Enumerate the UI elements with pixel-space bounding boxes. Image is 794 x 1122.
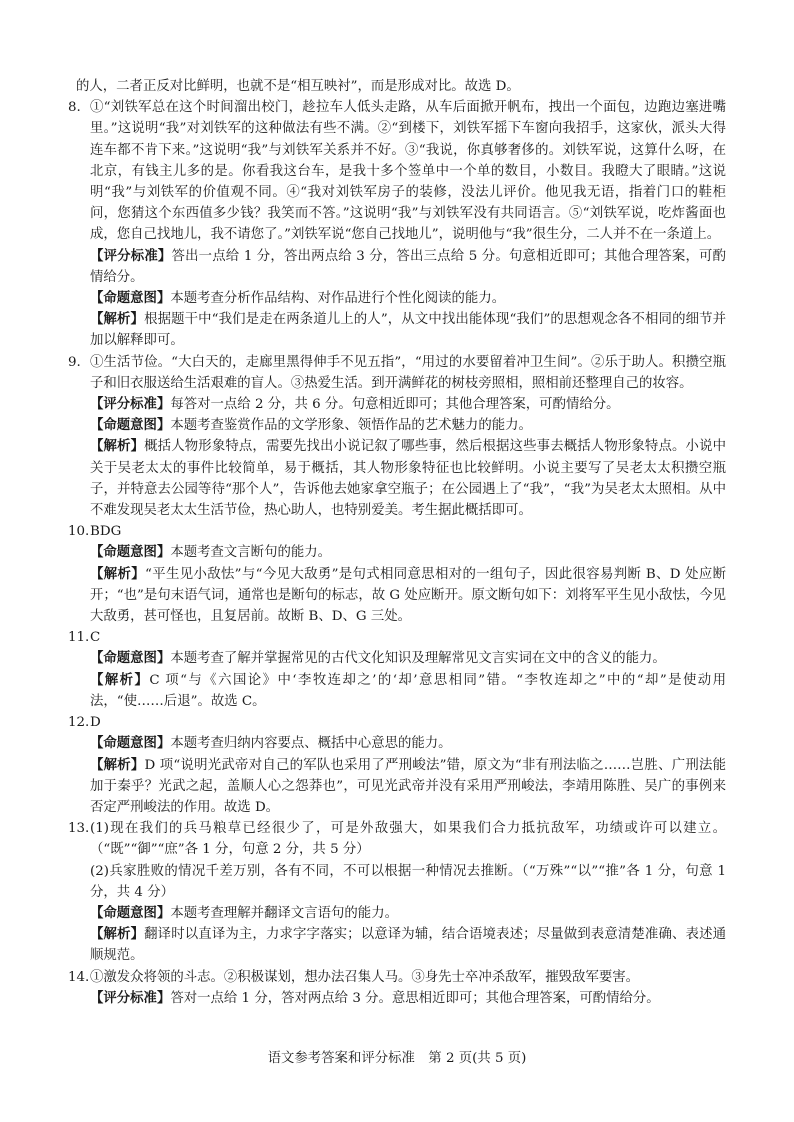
paragraph-text: 答对一点给 1 分，答对两点给 3 分。意思相近即可；其他合理答案，可酌情给分。 [170, 990, 660, 1006]
annotation-paragraph [90, 436, 726, 521]
question-number: 11. [68, 630, 90, 646]
paragraph-text: BDG [90, 524, 122, 540]
annotation-tag: 【解析】 [90, 438, 145, 455]
answer-item [68, 712, 726, 818]
answer-paragraph [90, 861, 726, 903]
annotation-tag: 【命题意图】 [90, 904, 171, 921]
answer-paragraph [90, 818, 726, 860]
annotation-paragraph [90, 903, 726, 924]
annotation-paragraph [90, 246, 726, 288]
paragraph-text: (1)现在我们的兵马粮草已经很少了，可是外敌强大，如果我们合力抵抗敌军，功绩或许可以建立。（“既”“御”“庶”各 1 分，句意 2 分，共 5 分） [90, 821, 726, 858]
paragraph-text: 翻译时以直译为主，力求字字落实；以意译为辅，结合语境表述；尽量做到表意清楚准确、表述通顺规范。 [90, 927, 726, 964]
paragraph-text: ①生活节俭。“大白天的，走廊里黑得伸手不见五指”，“用过的水要留着冲卫生间”。②乐于助人。积攒空瓶子和旧衣服送给生活艰难的盲人。③热爱生活。到开满鲜花的树枝旁照相，照相前还整理自己的妆容。 [90, 354, 726, 391]
paragraph-text: C 项“与《六国论》中‘李牧连却之’的‘却’意思相同”错。“李牧连却之”中的“却”是使动用法，“使……后退”。故选 C。 [90, 672, 727, 709]
annotation-paragraph [90, 288, 726, 309]
annotation-paragraph [90, 924, 726, 966]
annotation-tag: 【命题意图】 [90, 650, 171, 667]
paragraph-text: 本题考查理解并翻译文言语句的能力。 [170, 905, 398, 921]
paragraph-text: 概括人物形象特点，需要先找出小说记叙了哪些事，然后根据这些事去概括人物形象特点。小说中关于吴老太太的事件比较简单，易于概括，其人物形象特征也比较鲜明。小说主要写了吴老太太积攒空瓶子，并特意去公园等待“那个人”，告诉他去她家拿空瓶子；在公园遇上了“我”，“我”为吴老太太照相。从中不难发现吴老太太生活节俭，热心助人，也特别爱美。考生据此概括即可。 [90, 439, 726, 519]
page-footer: 语文参考答案和评分标准 第 2 页(共 5 页) [267, 1051, 527, 1066]
annotation-tag: 【命题意图】 [90, 417, 171, 434]
paragraph-text: 根据题干中“我们是走在两条道儿上的人”，从文中找出能体现“我们”的思想观念各不相同的细节并加以解释即可。 [90, 312, 727, 349]
annotation-paragraph [90, 670, 726, 712]
annotation-paragraph [90, 733, 726, 754]
answer-paragraph [90, 627, 726, 648]
paragraph-text: ①激发众将领的斗志。②积极谋划，想办法召集人马。③身先士卒冲杀敌军，摧毁敌军要害。 [90, 969, 640, 985]
paragraph-text: C [90, 630, 101, 646]
annotation-tag: 【命题意图】 [90, 735, 171, 752]
annotation-paragraph [90, 648, 726, 669]
paragraph-text: 答出一点给 1 分，答出两点给 3 分，答出三点给 5 分。句意相近即可；其他合理答案，可酌情给分。 [90, 248, 726, 285]
annotation-tag: 【解析】 [90, 311, 145, 328]
paragraph-text: (2)兵家胜败的情况千差万别，各有不同，不可以根据一种情况去推断。（“万殊”“以”“推”各 1 分，句意 1 分，共 4 分） [90, 863, 726, 900]
question-number: 8. [68, 100, 81, 116]
annotation-tag: 【命题意图】 [90, 290, 171, 307]
paragraph-text: 每答对一点给 2 分，共 6 分。句意相近即可；其他合理答案，可酌情给分。 [170, 397, 620, 413]
paragraph-text: 本题考查鉴赏作品的文学形象、领悟作品的艺术魅力的能力。 [170, 418, 532, 434]
answer-item [68, 521, 726, 627]
paragraph-text: 本题考查文言断句的能力。 [170, 545, 332, 561]
annotation-paragraph [90, 415, 726, 436]
annotation-tag: 【评分标准】 [90, 989, 171, 1006]
answer-item [68, 627, 727, 712]
answer-items [68, 97, 727, 1009]
question-number: 12. [68, 715, 90, 731]
annotation-paragraph [90, 564, 726, 628]
answer-item [68, 97, 727, 351]
annotation-tag: 【命题意图】 [90, 544, 171, 561]
answer-paragraph [90, 352, 726, 394]
annotation-tag: 【解析】 [90, 565, 145, 582]
paragraph-text: D [90, 715, 101, 731]
paragraph-text: 本题考查分析作品结构、对作品进行个性化阅读的能力。 [170, 291, 506, 307]
question-number: 14. [68, 969, 90, 985]
annotation-tag: 【评分标准】 [90, 396, 171, 413]
annotation-paragraph [90, 309, 726, 351]
answer-item [68, 967, 726, 1009]
annotation-tag: 【评分标准】 [90, 247, 172, 264]
answer-paragraph [90, 712, 726, 733]
answer-paragraph [90, 967, 726, 988]
question-number: 13. [68, 821, 90, 837]
answer-item [68, 352, 726, 522]
annotation-paragraph [90, 542, 726, 563]
annotation-tag: 【解析】 [90, 756, 145, 773]
paragraph-text: 本题考查了解并掌握常见的古代文化知识及理解常见文言实词在文中的含义的能力。 [170, 651, 666, 667]
paragraph-text: D 项“说明光武帝对自己的军队也采用了严刑峻法”错，原文为“非有刑法临之……岂胜、广刑法能加于秦乎？光武之起，盖顺人心之怨莽也”，可见光武帝并没有采用严刑峻法，李靖用陈胜、吴广的事例来否定严刑峻法的作用。故选 D。 [90, 757, 726, 815]
answer-content [68, 76, 727, 1009]
paragraph-text: ①“刘铁军总在这个时间溜出校门，趁拉车人低头走路，从车后面掀开帆布，拽出一个面包，边跑边塞进嘴里。”这说明“我”对刘铁军的这种做法有些不满。②“到楼下，刘铁军摇下车窗向我招手，这家伙，派头大得连车都不肯下来。”这说明“我”与刘铁军关系并不好。③“我说，你真够奢侈的。刘铁军说，这算什么呀，在北京，有钱主儿多的是。你看我这台车，是我十多个签单中一个单的数目，小数目。我瞪大了眼睛。”这说明“我”与刘铁军的价值观不同。④“我对刘铁军房子的装修，没法儿评价。他见我无语，指着门口的鞋柜问，您猜这个东西值多少钱？我笑而不答。”这说明“我”与刘铁军没有共同语言。⑤“刘铁军说，吃炸酱面也成，您自己找地儿，我不请您了。”刘铁军说“您自己找地儿”，说明他与“我”很生分，二人并不在一条道上。 [90, 100, 726, 243]
intro-line: 的人，二者正反对比鲜明，也就不是“相互映衬”，而是形成对比。故选 D。 [76, 79, 520, 94]
annotation-paragraph [90, 755, 726, 819]
annotation-tag: 【解析】 [90, 926, 145, 943]
annotation-paragraph [90, 394, 726, 415]
answer-paragraph [90, 97, 726, 245]
annotation-paragraph [90, 988, 726, 1009]
question-number: 9. [68, 354, 81, 370]
answer-item [68, 818, 726, 966]
question-number: 10. [68, 524, 90, 540]
paragraph-text: “平生见小敌怯”与“今见大敌勇”是句式相同意思相对的一组句子，因此很容易判断 B、D 处应断开；“也”是句末语气词，通常也是断句的标志，故 G 处应断开。原文断句如下：刘将军平生见小敌怯，今见大敌勇，甚可怪也，且复居前。故断 B、D、G 三处。 [90, 566, 726, 625]
paragraph-text: 本题考查归纳内容要点、概括中心意思的能力。 [170, 736, 452, 752]
answer-paragraph [90, 521, 726, 542]
annotation-tag: 【解析】 [90, 671, 150, 688]
